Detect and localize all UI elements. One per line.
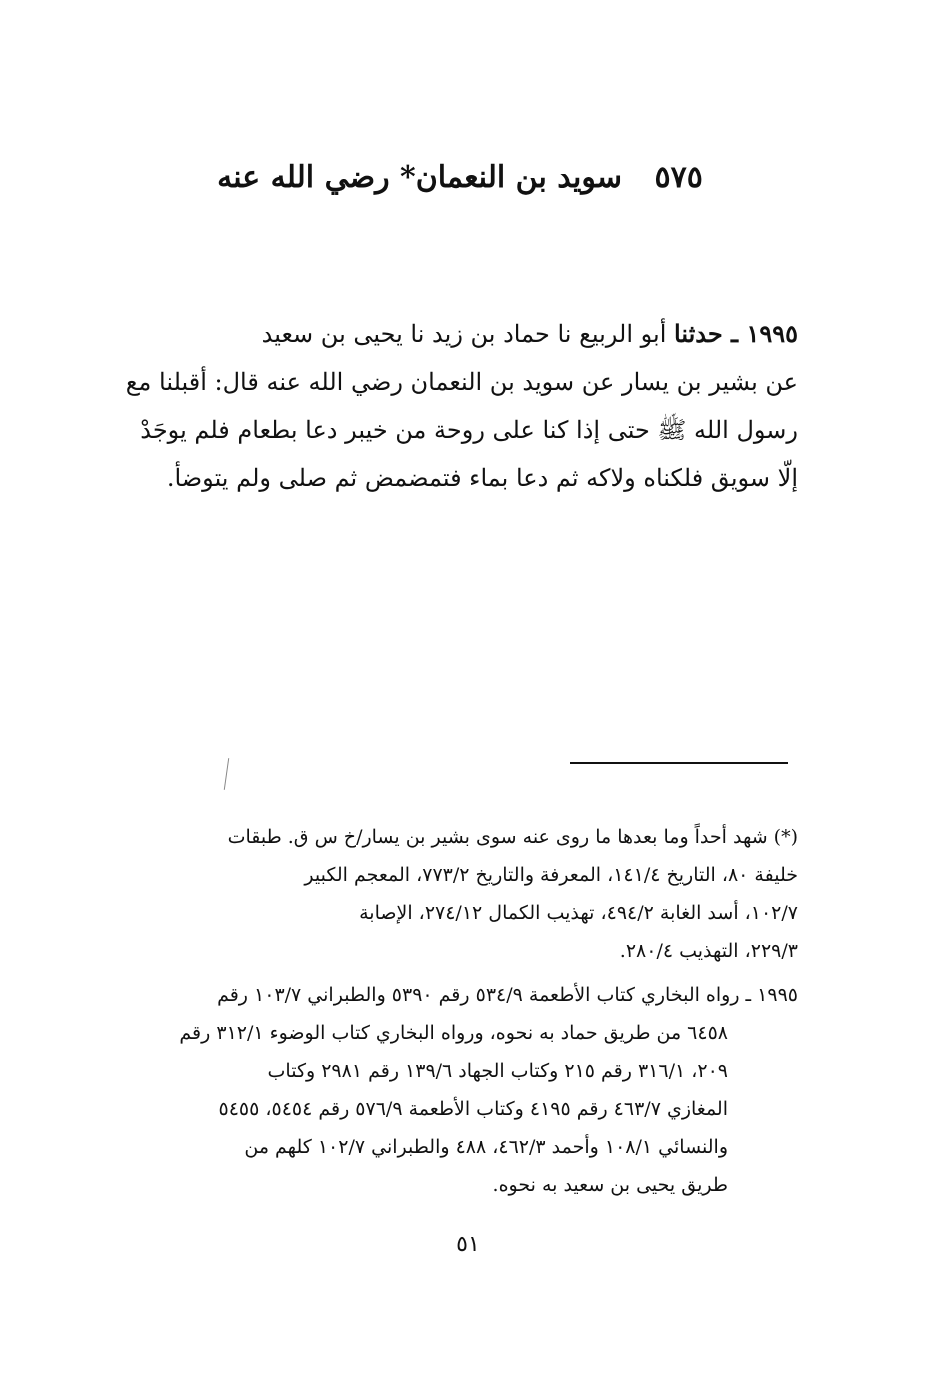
footnotes (118, 818, 798, 1210)
footnote-line: ١٠٢/٧، أسد الغابة ٤٩٤/٢، تهذيب الكمال ٢٧٤/١٢، الإصابة (359, 902, 798, 924)
hadith-line: عن بشير بن يسار عن سويد بن النعمان رضي الله عنه قال: أقبلنا مع (125, 368, 798, 396)
footnote-line: (*) شهد أحداً وما بعدها ما روى عنه سوى بشير بن يسار/خ س ق. طبقات (227, 826, 798, 848)
footnote-biography (118, 818, 798, 970)
section-title: سويد بن النعمان* رضي الله عنه (217, 160, 623, 195)
hadith-line-text: أبو الربيع نا حماد بن زيد نا يحيى بن سعيد (261, 320, 667, 348)
footnote-line: ١٩٩٥ ـ رواه البخاري كتاب الأطعمة ٥٣٤/٩ رقم ٥٣٩٠ والطبراني ١٠٣/٧ رقم (217, 984, 798, 1006)
footnote-line: ٦٤٥٨ من طريق حماد به نحوه، ورواه البخاري كتاب الوضوء ٣١٢/١ رقم (179, 1022, 728, 1044)
stray-pen-mark (224, 758, 229, 790)
hadith-line (118, 310, 798, 358)
footnote-line: والنسائي ١٠٨/١ وأحمد ٤٦٢/٣، ٤٨٨ والطبراني ١٠٢/٧ كلهم من (244, 1136, 728, 1158)
hadith-number-lead: ١٩٩٥ ـ حدثنا (674, 319, 798, 348)
hadith-line: إلّا سويق فلكناه ولاكه ثم دعا بماء فتمضمض ثم صلى ولم يتوضأ. (166, 464, 798, 492)
footnote-takhrij (118, 976, 798, 1204)
footnote-line: ٢٠٩، ٣١٦/١ رقم ٢١٥ وكتاب الجهاد ١٣٩/٦ رقم ٢٩٨١ وكتاب (267, 1060, 728, 1082)
footnote-line: خليفة ٨٠، التاريخ ١٤١/٤، المعرفة والتاريخ ٧٧٣/٢، المعجم الكبير (304, 864, 798, 886)
section-heading (200, 160, 720, 195)
hadith-text (118, 310, 798, 502)
footnote-line: طريق يحيى بن سعيد به نحوه. (492, 1174, 728, 1196)
page-number: ٥١ (456, 1232, 480, 1257)
section-number: ٥٧٥ (654, 160, 703, 195)
hadith-line: رسول الله ﷺ حتى إذا كنا على روحة من خيبر دعا بطعام فلم يوجَدْ (140, 416, 798, 444)
footnote-line: ٢٢٩/٣، التهذيب ٢٨٠/٤. (619, 940, 798, 962)
footnote-separator (570, 762, 788, 764)
footnote-line: المغازي ٤٦٣/٧ رقم ٤١٩٥ وكتاب الأطعمة ٥٧٦/٩ رقم ٥٤٥٤، ٥٤٥٥ (218, 1098, 728, 1120)
